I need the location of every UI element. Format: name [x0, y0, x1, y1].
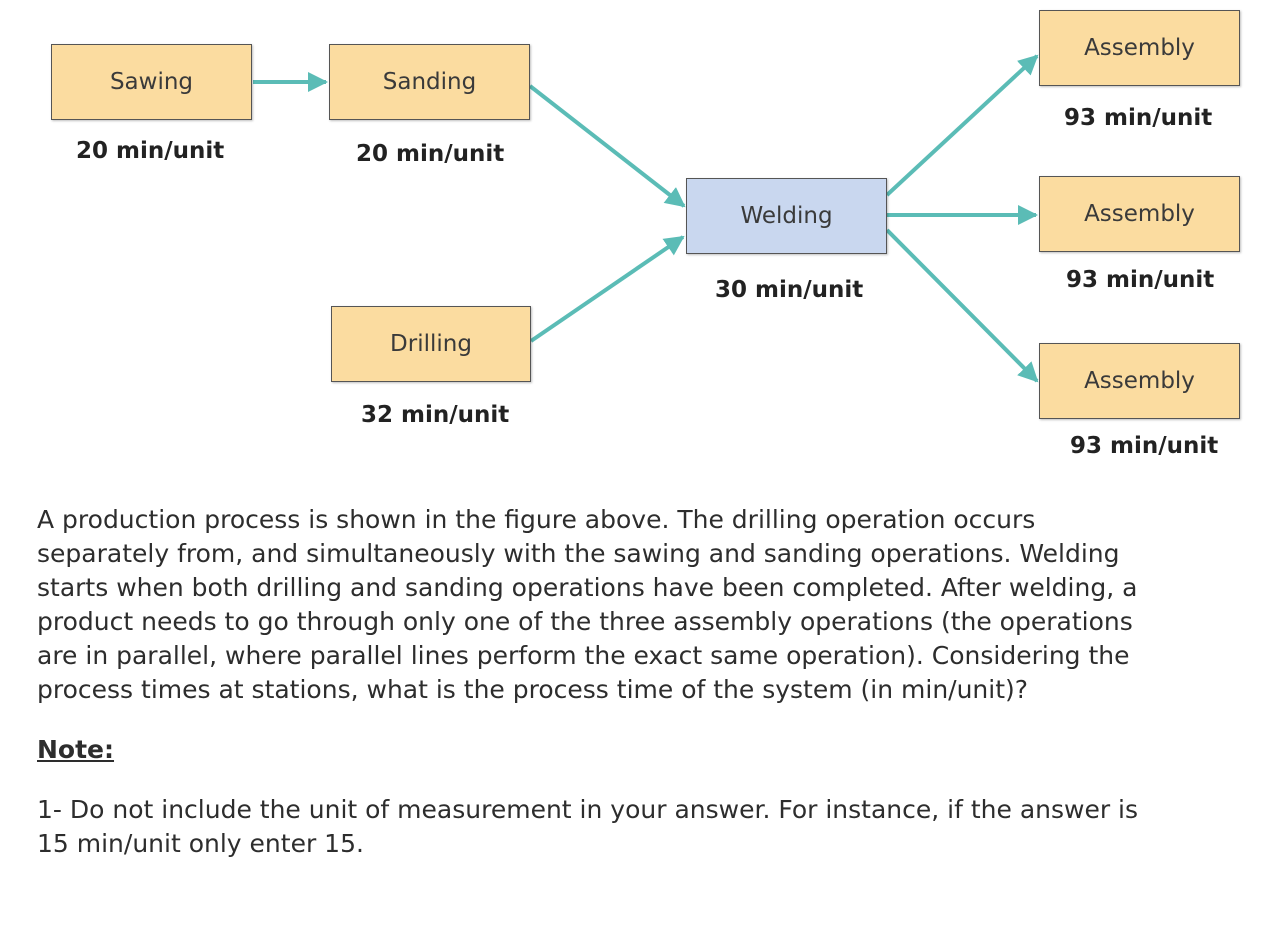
welding-label: Welding — [740, 203, 833, 229]
question-text-block — [37, 503, 1157, 861]
sanding-box — [329, 44, 530, 120]
drilling-box — [331, 306, 531, 382]
sawing-box — [51, 44, 252, 120]
assembly-2-label: Assembly — [1084, 201, 1195, 227]
note-heading: Note: — [37, 735, 115, 764]
assembly-3-label: Assembly — [1084, 368, 1195, 394]
assembly-3-time: 93 min/unit — [1070, 433, 1219, 459]
arrow-sanding-to-welding — [530, 86, 684, 206]
drilling-time: 32 min/unit — [361, 402, 510, 428]
welding-box — [686, 178, 887, 254]
sawing-label: Sawing — [109, 69, 194, 95]
arrow-welding-to-assembly-3 — [887, 230, 1037, 381]
assembly-box-3 — [1039, 343, 1240, 419]
assembly-1-time: 93 min/unit — [1064, 105, 1213, 131]
assembly-2-time: 93 min/unit — [1066, 267, 1215, 293]
assembly-box-2 — [1039, 176, 1240, 252]
welding-time: 30 min/unit — [715, 277, 864, 303]
sanding-label: Sanding — [382, 69, 477, 95]
drilling-label: Drilling — [390, 331, 472, 357]
arrow-welding-to-assembly-1 — [887, 56, 1037, 195]
arrow-drilling-to-welding — [531, 237, 683, 341]
assembly-box-1 — [1039, 10, 1240, 86]
assembly-1-label: Assembly — [1084, 35, 1195, 61]
note-body: 1- Do not include the unit of measurement in your answer. For instance, if the answer is 15 min/unit only enter 15. — [37, 795, 1139, 858]
sawing-time: 20 min/unit — [76, 138, 225, 164]
question-paragraph: A production process is shown in the figure above. The drilling operation occurs separately from, and simultaneously with the sawing and sanding operations. Welding starts when both drilling and sanding operations have been completed. After welding, a product needs to go through only one of the three assembly operations (the operations are in parallel, where parallel lines perform the exact same operation). Considering the process times at stations, what is the process time of the system (in min/unit)? — [37, 505, 1138, 704]
sanding-time: 20 min/unit — [356, 141, 505, 167]
